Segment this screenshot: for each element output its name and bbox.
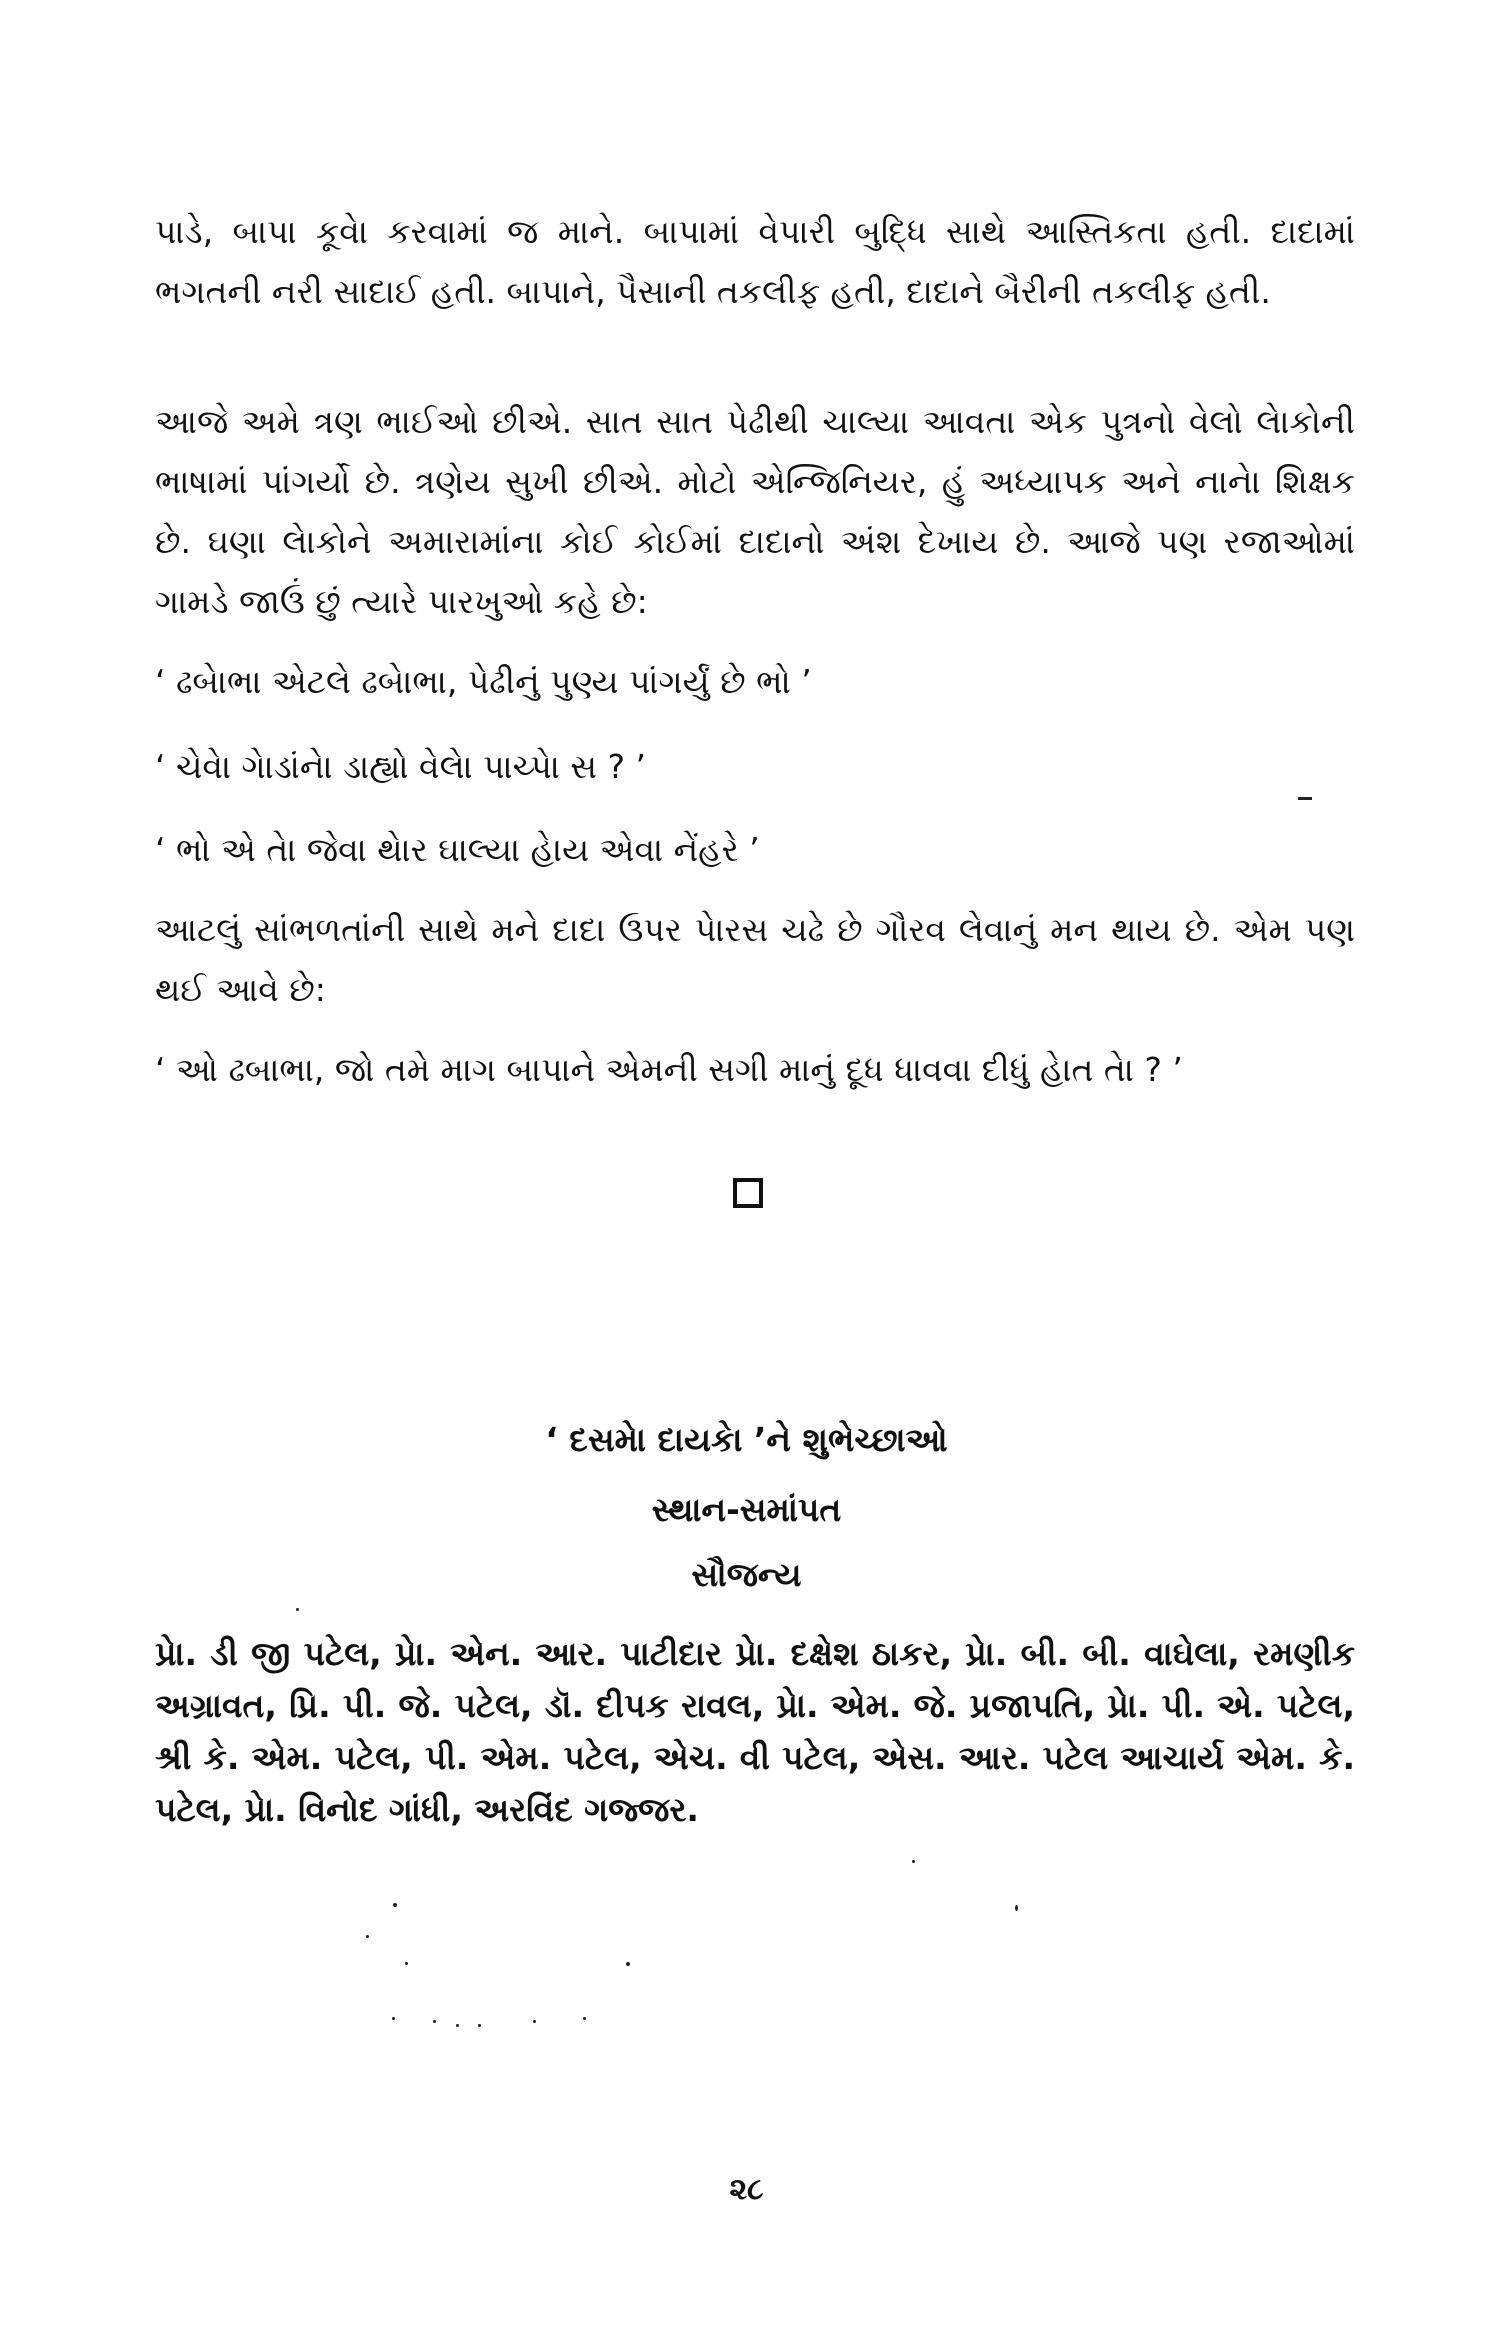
scan-speck <box>912 1860 915 1863</box>
paragraph-1: પાડે, બાપા કૂવેા કરવામાં જ માને. બાપામાં વેપારી બુદ્ધિ સાથે આસ્તિકતા હતી. દાદામાં ભગતની નરી સાદાઈ હતી. બાપાને, પૈસાની તકલીફ હતી, દાદાને બૈરીની તકલીફ હતી. <box>155 212 1355 311</box>
scan-speck <box>533 2020 536 2023</box>
quote-1: ‘ ઢબેાભા એટલે ઢબેાભા, પેઢીનું પુણ્ય પાંગર્યું છે ભો ’ <box>155 662 812 701</box>
paragraph-3: આટલું સાંભળતાંની સાથે મને દાદા ઉપર પેારસ ચઢે છે ગૌરવ લેવાનું મન થાય છે. એમ પણ થઈ આવે છે: <box>155 910 1355 1009</box>
scan-speck <box>405 1962 408 1965</box>
paragraph-2: આજે અમે ત્રણ ભાઈઓ છીએ. સાત સાત પેઢીથી ચાલ્યા આવતા એક પુત્રનો વેલો લેાકોની ભાષામાં પાંગર્યો છે. ત્રણેય સુખી છીએ. મોટો એન્જિનિયર, હું અધ્યાપક અને નાનેા શિક્ષક છે. ઘણા લેાકોને અમારામાંના કોઈ કોઈમાં દાદાનો અંશ દેખાય છે. આજે પણ રજાઓમાં ગામડે જાઉં છું ત્યારે પારખુઓ કહે છે: <box>155 402 1355 621</box>
quote-2: ‘ ચેવેા ગેાડાંનેા ડાહ્યો વેલેા પાચ્પેા સ ? ’ <box>155 747 647 786</box>
scan-speck <box>478 2024 481 2027</box>
scan-speck <box>366 1935 369 1938</box>
section-heading: ‘ દસમેા દાયકેા ’ને શુભેચ્છાઓ <box>545 1420 948 1459</box>
quote-4: ‘ ઓ ઢબાભા, જો તમે માગ બાપાને એમની સગી માનું દૂધ ધાવવા દીધું હેાત તેા ? ’ <box>155 1050 1183 1089</box>
scan-speck <box>433 2020 436 2023</box>
scan-speck <box>393 1903 397 1907</box>
page-number: ૨૮ <box>729 2172 764 2207</box>
sponsor-list: પ્રેા. ડી જી પટેલ, પ્રેા. એન. આર. પાટીદાર પ્રેા. દક્ષેશ ઠાકર, પ્રેા. બી. બી. વાઘેલા, રમણીક અગ્રાવત, પ્રિ. પી. જે. પટેલ, ડૉ. દીપક રાવલ, પ્રેા. એમ. જે. પ્રજાપતિ, પ્રેા. પી. એ. પટેલ, શ્રી કે. એમ. પટેલ, પી. એમ. પટેલ, એચ. વી પટેલ, એસ. આર. પટેલ આચાર્ય એમ. કે. પટેલ, પ્રેા. વિનોદ ગાંધી, અરવિંદ ગજ્જર. <box>155 1634 1355 1829</box>
scan-speck <box>583 2017 586 2020</box>
scan-speck <box>626 1962 630 1966</box>
scan-speck <box>392 2017 395 2020</box>
section-subheading: સ્થાન-સમાંપત <box>651 1490 842 1529</box>
stray-mark <box>1298 797 1312 800</box>
scan-speck <box>456 2024 459 2027</box>
section-end-square <box>733 1178 763 1208</box>
courtesy-label: સૌજન્ય <box>691 1555 802 1594</box>
scan-speck <box>1015 1905 1018 1911</box>
quote-3: ‘ ભો એ તેા જેવા થેાર ઘાલ્યા હેાય એવા નેંહરે ’ <box>155 830 760 869</box>
scan-speck <box>296 1608 299 1611</box>
